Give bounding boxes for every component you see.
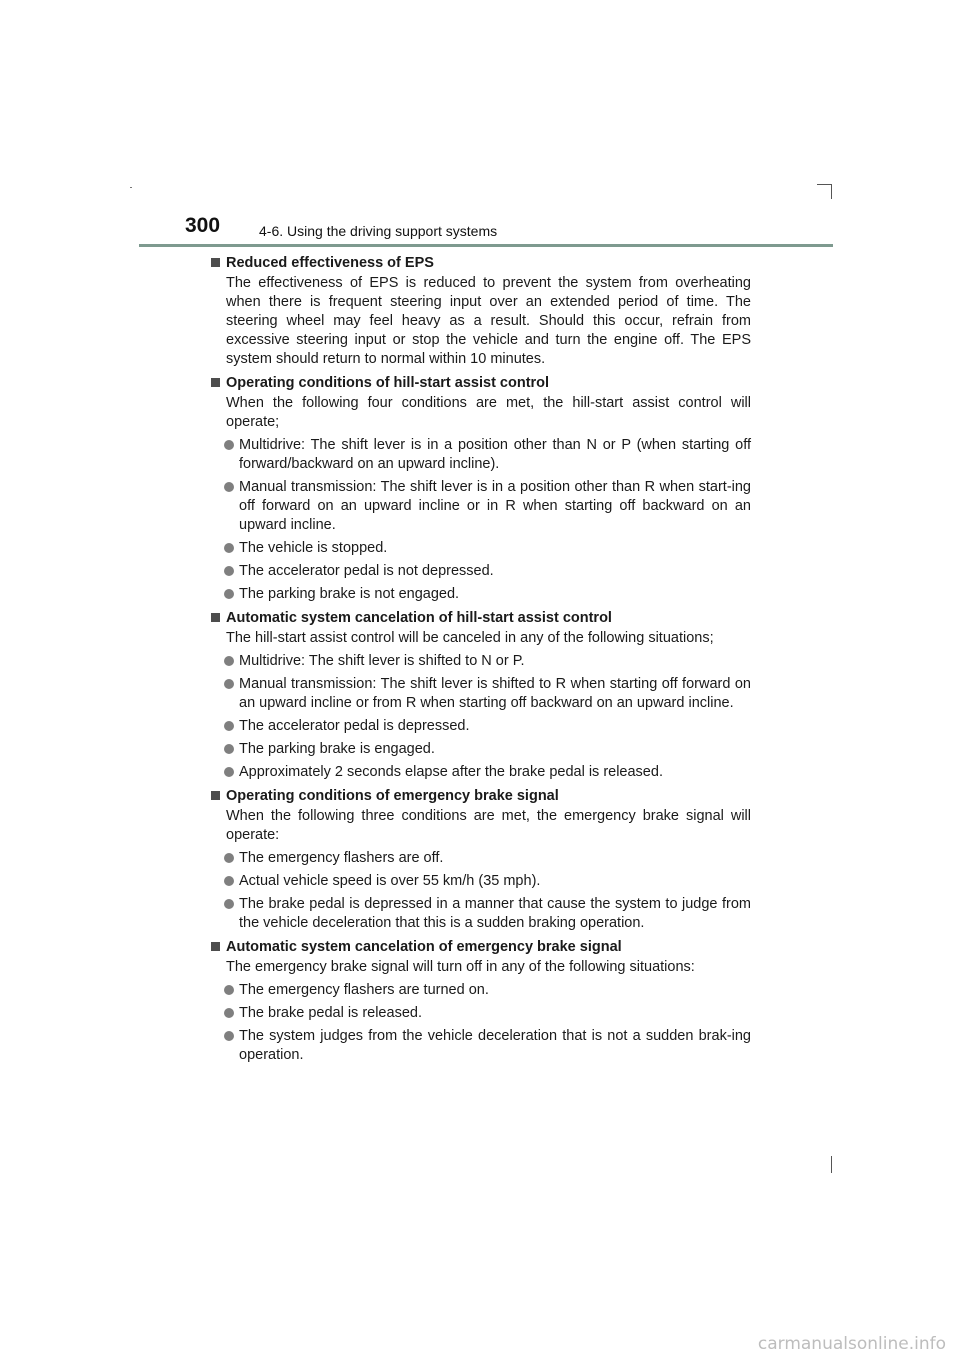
section-heading [211, 254, 751, 273]
list-item [211, 1027, 751, 1065]
list-item-text: The parking brake is not engaged. [239, 586, 460, 602]
circle-bullet-icon [224, 566, 234, 576]
list-item-text: Multidrive: The shift lever is shifted to N or P. [239, 653, 525, 669]
list-item-text: The brake pedal is released. [239, 1005, 422, 1021]
square-bullet-icon [211, 378, 220, 387]
list-item-text: Manual transmission: The shift lever is in a position other than R when start-ing off forward on an upward incline or in R when starting off backward on an upward incline. [239, 479, 751, 533]
section-emergency-brake-cancelation [211, 938, 751, 1065]
circle-bullet-icon [224, 899, 234, 909]
list-item-text: The brake pedal is depressed in a manner that cause the system to judge from the vehicle deceleration that this is a sudden braking operation. [239, 896, 751, 931]
list-item [211, 849, 751, 868]
section-heading [211, 938, 751, 957]
bullet-list [211, 652, 751, 782]
circle-bullet-icon [224, 482, 234, 492]
bullet-list [211, 436, 751, 604]
list-item-text: The system judges from the vehicle deceleration that is not a sudden brak-ing operation. [239, 1028, 751, 1063]
list-item-text: Multidrive: The shift lever is in a position other than N or P (when starting off forward/backward on an upward incline). [239, 437, 751, 472]
list-item-text: The vehicle is stopped. [239, 540, 388, 556]
list-item [211, 478, 751, 535]
heading-text: Reduced effectiveness of EPS [226, 255, 434, 271]
square-bullet-icon [211, 613, 220, 622]
list-item-text: The accelerator pedal is depressed. [239, 718, 470, 734]
list-item [211, 740, 751, 759]
list-item-text: Actual vehicle speed is over 55 km/h (35 mph). [239, 873, 541, 889]
circle-bullet-icon [224, 721, 234, 731]
square-bullet-icon [211, 942, 220, 951]
list-item [211, 981, 751, 1000]
list-item-text: Manual transmission: The shift lever is shifted to R when starting off forward on an upward incline or from R when starting off backward on an upward incline. [239, 676, 751, 711]
section-paragraph: The hill-start assist control will be canceled in any of the following situations; [226, 630, 714, 646]
list-item [211, 436, 751, 474]
circle-bullet-icon [224, 767, 234, 777]
circle-bullet-icon [224, 876, 234, 886]
section-heading [211, 374, 751, 393]
heading-text: Automatic system cancelation of emergency brake signal [226, 939, 622, 955]
list-item [211, 652, 751, 671]
list-item-text: The emergency flashers are turned on. [239, 982, 489, 998]
list-item [211, 675, 751, 713]
list-item-text: The parking brake is engaged. [239, 741, 435, 757]
section-hill-start-operating [211, 374, 751, 604]
circle-bullet-icon [224, 744, 234, 754]
circle-bullet-icon [224, 985, 234, 995]
list-item-text: The accelerator pedal is not depressed. [239, 563, 494, 579]
section-paragraph: The emergency brake signal will turn off in any of the following situations: [226, 959, 695, 975]
section-paragraph: When the following four conditions are met, the hill-start assist control will operate; [226, 395, 751, 430]
heading-text: Automatic system cancelation of hill-start assist control [226, 610, 612, 626]
circle-bullet-icon [224, 1031, 234, 1041]
watermark: carmanualsonline.info [757, 1334, 946, 1354]
header-rule [139, 244, 833, 247]
list-item [211, 717, 751, 736]
bullet-list [211, 849, 751, 933]
section-reduced-eps [211, 254, 751, 369]
list-item [211, 872, 751, 891]
list-item [211, 539, 751, 558]
circle-bullet-icon [224, 853, 234, 863]
list-item-text: The emergency flashers are off. [239, 850, 444, 866]
crop-mark-top-left [130, 187, 132, 188]
crop-mark-top-right-horizontal [817, 184, 832, 185]
circle-bullet-icon [224, 543, 234, 553]
circle-bullet-icon [224, 1008, 234, 1018]
section-title: 4-6. Using the driving support systems [259, 223, 498, 239]
list-item [211, 895, 751, 933]
circle-bullet-icon [224, 656, 234, 666]
bullet-list [211, 981, 751, 1065]
circle-bullet-icon [224, 679, 234, 689]
list-item [211, 585, 751, 604]
crop-mark-top-right-vertical [831, 184, 832, 199]
section-hill-start-cancelation [211, 609, 751, 782]
heading-text: Operating conditions of hill-start assist control [226, 375, 550, 391]
list-item [211, 1004, 751, 1023]
section-heading [211, 787, 751, 806]
section-emergency-brake-operating [211, 787, 751, 933]
circle-bullet-icon [224, 589, 234, 599]
crop-mark-bottom-right [831, 1156, 832, 1173]
list-item [211, 562, 751, 581]
section-paragraph: When the following three conditions are met, the emergency brake signal will operate: [226, 808, 751, 843]
section-heading [211, 609, 751, 628]
section-paragraph: The effectiveness of EPS is reduced to prevent the system from overheating when there is frequent steering input over an extended period of time. The steering wheel may feel heavy as a result. Should this occur, refrain from excessive steering input or stop the vehicle and turn the engine off. The EPS system should return to normal within 10 minutes. [226, 275, 751, 367]
list-item-text: Approximately 2 seconds elapse after the brake pedal is released. [239, 764, 663, 780]
circle-bullet-icon [224, 440, 234, 450]
square-bullet-icon [211, 258, 220, 267]
heading-text: Operating conditions of emergency brake signal [226, 788, 559, 804]
page-number: 300 [185, 214, 221, 237]
square-bullet-icon [211, 791, 220, 800]
page-content [211, 254, 751, 1070]
list-item [211, 763, 751, 782]
